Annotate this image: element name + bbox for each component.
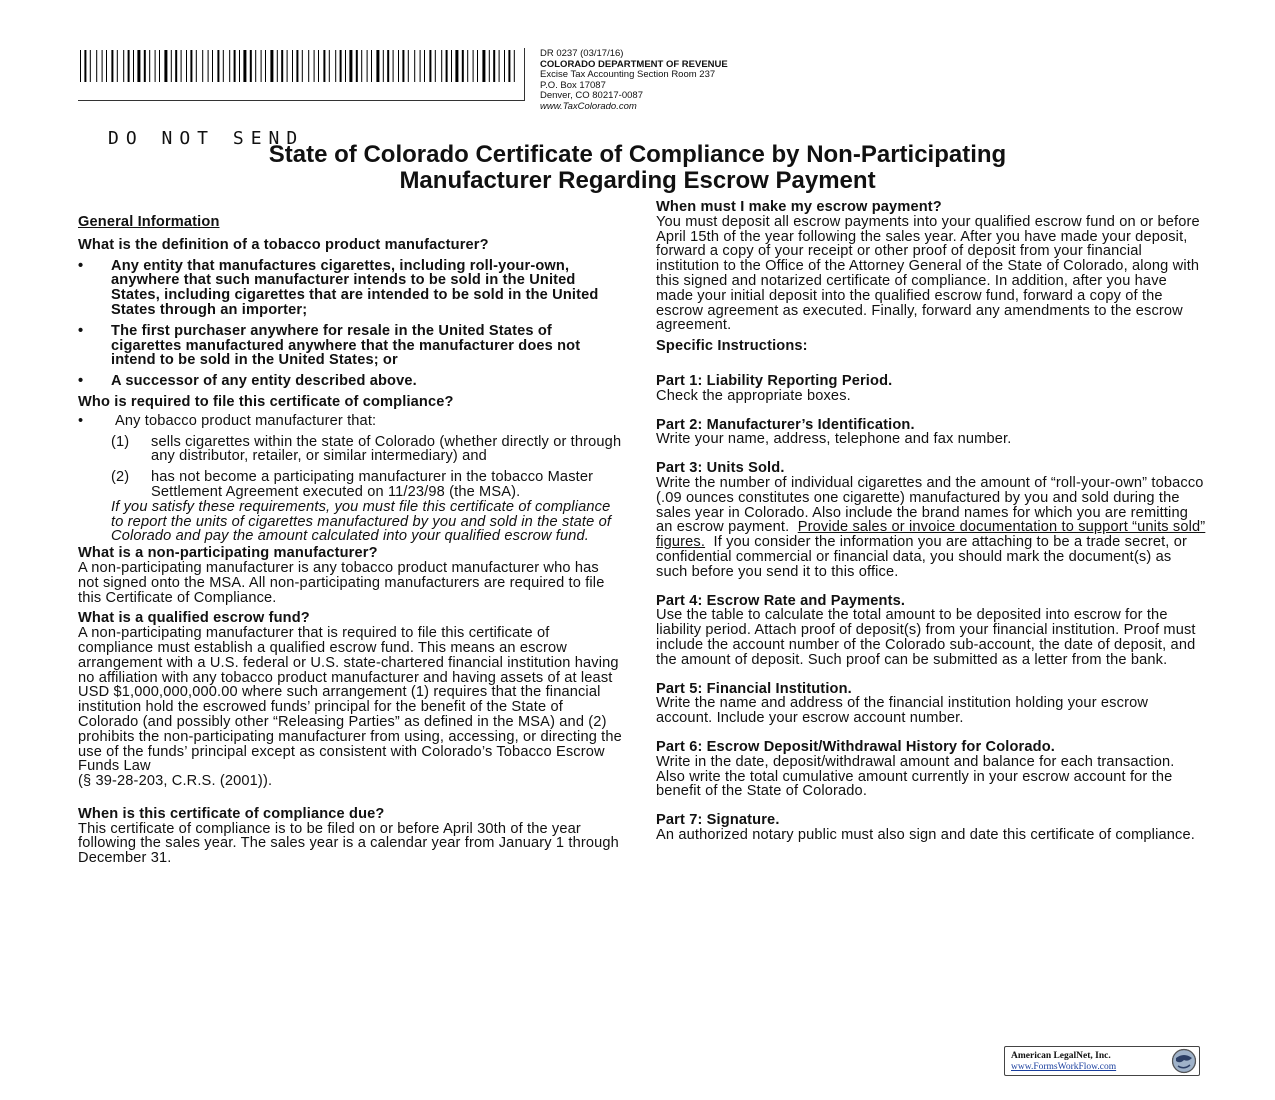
part-3-title: Part 3: Units Sold. [656, 460, 785, 477]
numbered-item: (2) has not become a participating manufacturer in the tobacco Master Settlement Agreement executed on 11/23/98 (the MSA). [111, 469, 594, 500]
part-3-documentation-note: Provide sales or invoice documentation to support “units sold” figures. [656, 519, 1206, 551]
part-7-title: Part 7: Signature. [656, 812, 780, 829]
answer-due-date: This certificate of compliance is to be filed on or before April 30th of the year following the sales year. The sales year is a calendar year from January 1 through December 31. [78, 820, 619, 867]
right-column [656, 200, 1206, 843]
question-non-participating: What is a non-participating manufacturer? [78, 545, 378, 562]
globe-logo-icon [1171, 1048, 1197, 1074]
website: www.TaxColorado.com [540, 100, 637, 112]
form-number: DR 0237 (03/17/16) [540, 48, 624, 59]
department-name: COLORADO DEPARTMENT OF REVENUE [540, 58, 728, 70]
part-7-text: An authorized notary public must also sign and date this certificate of compliance. [656, 826, 1195, 843]
escrow-law-citation: (§ 39-28-203, C.R.S. (2001)). [78, 773, 273, 790]
part-1-text: Check the appropriate boxes. [656, 387, 851, 404]
list-item: • Any tobacco product manufacturer that: [78, 412, 377, 429]
title-line-1: State of Colorado Certificate of Compliance by Non-Participating [268, 141, 1007, 168]
part-4-title: Part 4: Escrow Rate and Payments. [656, 592, 906, 609]
page-title [0, 142, 1275, 194]
part-6-text: Write in the date, deposit/withdrawal amount and balance for each transaction. Also write the total cumulative amount currently in your escrow account for the benefit of the State of Colorado. [656, 753, 1175, 800]
part-6-title: Part 6: Escrow Deposit/Withdrawal History for Colorado. [656, 738, 1055, 755]
part-4-text: Use the table to calculate the total amount to be deposited into escrow for the liability period. Attach proof of deposit(s) from your financial institution. Proof must include the account number of the Colorado sub-account, the date of deposit, and the amount of deposit. Such proof can be submitted as a letter from the bank. [656, 607, 1196, 668]
form-header-barcode-box [78, 48, 525, 149]
answer-non-participating: A non-participating manufacturer is any tobacco product manufacturer who has not signed onto the MSA. All non-participating manufacturers are required to file this Certificate of Compliance. [78, 559, 605, 606]
form-header-info [540, 49, 728, 112]
answer-escrow-payment: You must deposit all escrow payments into your qualified escrow fund on or before April 15th of the year following the sales year. After you have made your deposit, forward a copy of your receipt or other proof of deposit from your financial institution to the Office of the Attorney General of the State of Colorado, along with this signed and notarized certificate of compliance. In addition, after you have made your initial deposit into the qualified escrow fund, forward a copy of the escrow agreement as executed. Finally, forward any amendments to the escrow agreement. [656, 213, 1200, 334]
part-3-text: Write the number of individual cigarettes and the amount of “roll-your-own” tobacco (.09 ounces constitutes one cigarette) manufactured by you and sold during the sales year in Colorado. Also include the brand names for which you are remitting an escrow payment. Provide sales or invoice documentation to support “units sold” figures. If you consider the information you are attaching to be a trade secret, or confidential commercial or financial data, you should mark the document(s) as such before you send it to this office. [656, 474, 1206, 580]
part-5-text: Write the name and address of the financial institution holding your escrow account. Include your escrow account number. [656, 695, 1149, 727]
publisher-link[interactable]: www.FormsWorkFlow.com [1011, 1062, 1117, 1072]
specific-instructions-heading: Specific Instructions: [656, 338, 808, 355]
question-due-date: When is this certificate of compliance due? [78, 805, 385, 822]
publisher-badge [1004, 1046, 1200, 1076]
publisher-name: American LegalNet, Inc. [1011, 1051, 1111, 1061]
part-2-text: Write your name, address, telephone and fax number. [656, 431, 1012, 448]
left-column [78, 215, 623, 866]
numbered-item: (1) sells cigarettes within the state of Colorado (whether directly or through any distributor, retailer, or similar intermediary) and [111, 433, 622, 465]
list-item: • The first purchaser anywhere for resale in the United States of cigarettes manufactured anywhere that the manufacturer does not intend to be sold in the United States; or [78, 322, 581, 369]
list-item: • Any entity that manufactures cigarettes, including roll-your-own, anywhere that such manufacturer intends to be sold in the United States, including cigarettes that are intended to be sold in the United States through an importer; [78, 257, 599, 318]
address-line-3: Denver, CO 80217-0087 [540, 90, 643, 101]
question-escrow-fund: What is a qualified escrow fund? [78, 610, 310, 627]
part-1-title: Part 1: Liability Reporting Period. [656, 372, 893, 389]
title-line-2: Manufacturer Regarding Escrow Payment [399, 167, 876, 194]
requirement-note: If you satisfy these requirements, you must file this certificate of compliance to report the units of cigarettes manufactured by you and sold in the state of Colorado and pay the amount calculated into your qualified escrow fund. [111, 498, 612, 545]
part-5-title: Part 5: Financial Institution. [656, 680, 852, 697]
barcode-graphic [80, 50, 520, 82]
answer-escrow-fund: A non-participating manufacturer that is required to file this certificate of compliance must establish a qualified escrow fund. This means an escrow arrangement with a U.S. federal or U.S. state-chartered financial institution having no affiliation with any tobacco product manufacturer and having assets of at least USD $1,000,000,000.00 where such arrangement (1) requires that the financial institution hold the escrowed funds’ principal for the benefit of the State of Colorado (and possibly other “Releasing Parties” as defined in the MSA) and (2) prohibits the non-participating manufacturer from using, accessing, or directing the use of the funds’ principal except as consistent with Colorado’s Tobacco Escrow Funds Law [78, 625, 622, 775]
question-definition: What is the definition of a tobacco product manufacturer? [78, 236, 489, 253]
question-escrow-payment: When must I make my escrow payment? [656, 199, 942, 215]
question-who-files: Who is required to file this certificate of compliance? [78, 393, 454, 410]
list-item: • A successor of any entity described above. [78, 373, 417, 390]
address-line-2: P.O. Box 17087 [540, 79, 606, 91]
part-2-title: Part 2: Manufacturer’s Identification. [656, 416, 915, 433]
general-heading: General Information [78, 214, 220, 230]
barcode-text: DO NOT SEND [108, 128, 305, 149]
address-line-1: Excise Tax Accounting Section Room 237 [540, 69, 716, 80]
